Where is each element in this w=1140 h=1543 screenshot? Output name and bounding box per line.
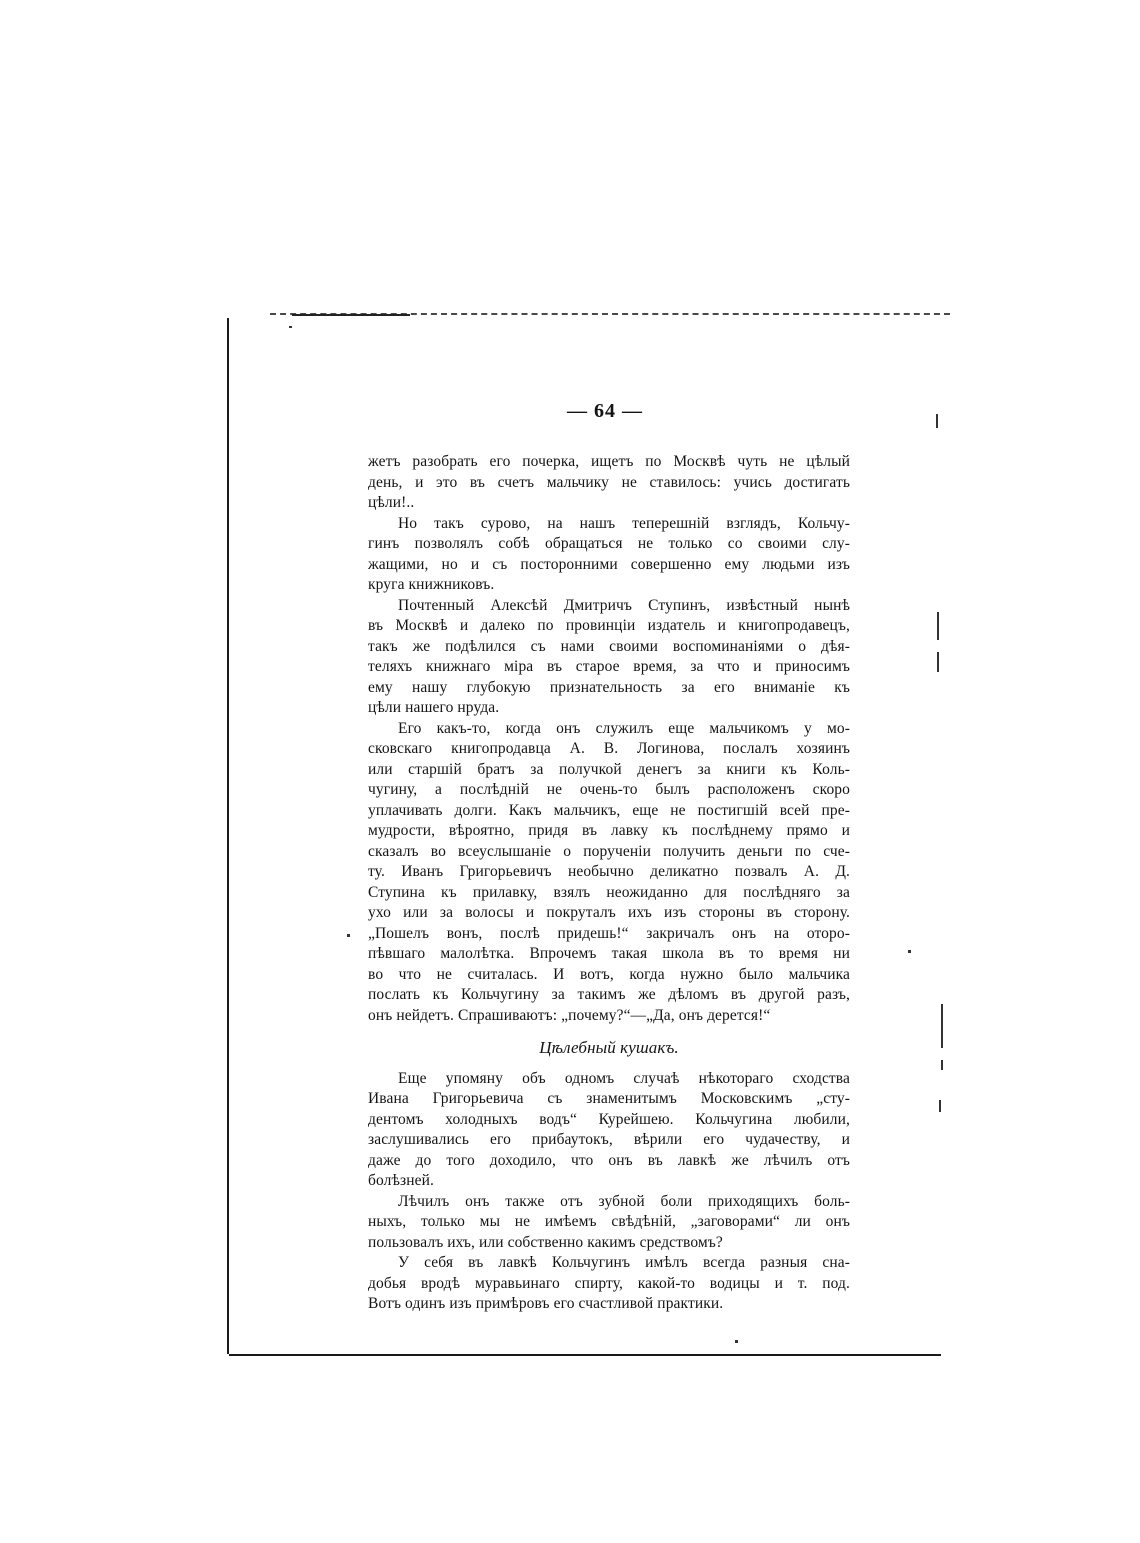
text-line: круга книжниковъ. — [368, 576, 495, 593]
paragraph — [368, 452, 850, 514]
section-heading: Цѣлебный кушакъ. — [539, 1038, 679, 1057]
text-line: уплачивать долги. Какъ мальчикъ, еще не постигшій всей пре- — [368, 801, 850, 819]
text-line: жетъ разобрать его почерка, ищетъ по Москвѣ чуть не цѣлый — [368, 453, 850, 470]
text-line: добья вродѣ муравьинаго спирту, какой-то водицы и т. под. — [368, 1274, 850, 1292]
paragraph — [368, 514, 850, 596]
scan-speck — [941, 1060, 943, 1070]
text-line: мудрости, вѣроятно, придя въ лавку къ послѣднему прямо и — [368, 822, 850, 839]
text-line: „Пошелъ вонъ, послѣ придешь!“ закричалъ онъ на оторо- — [368, 924, 850, 942]
text-line: дентомъ холодныхъ водъ“ Курейшею. Кольчугина любили, — [368, 1110, 850, 1128]
text-line: пользовалъ ихъ, или собственно какимъ средствомъ? — [368, 1233, 723, 1251]
scan-speck — [937, 612, 939, 640]
scan-speck — [939, 1100, 941, 1112]
text-line: заслушивались его прибаутокъ, вѣрили его чудачеству, и — [368, 1131, 850, 1148]
text-line: Вотъ одинъ изъ примѣровъ его счастливой практики. — [368, 1295, 724, 1312]
text-line: Лѣчилъ онъ также отъ зубной боли приходящихъ боль- — [398, 1192, 850, 1210]
text-line: жащими, но и съ посторонними совершенно ему людьми изъ — [368, 555, 850, 573]
text-line: сказалъ во всеуслышаніе о порученіи получить деньги по сче- — [368, 842, 850, 860]
paragraph — [368, 596, 850, 719]
scan-speck — [289, 326, 292, 328]
paragraph — [368, 719, 850, 1027]
body-text — [368, 452, 850, 1315]
scan-speck — [937, 652, 939, 672]
left-edge-line — [227, 318, 229, 1354]
scan-speck — [908, 950, 911, 953]
text-line: Но такъ сурово, на нашъ теперешній взглядъ, Кольчу- — [398, 514, 850, 532]
text-line: У себя въ лавкѣ Кольчугинъ имѣлъ всегда разныя сна- — [398, 1254, 850, 1271]
text-line: чугину, а послѣдній не очень-то былъ расположенъ скоро — [368, 781, 850, 798]
scan-speck — [941, 1004, 943, 1048]
text-line: или старшій братъ за получкой денегъ за книги къ Коль- — [368, 760, 850, 778]
text-line: ухо или за волосы и покруталъ ихъ изъ стороны въ сторону. — [368, 904, 850, 921]
text-line: сковскаго книгопродавца А. В. Логинова, послалъ хозяинъ — [368, 740, 850, 757]
text-line: ныхъ, только мы не имѣемъ свѣдѣній, „заговорами“ ли онъ — [368, 1213, 850, 1230]
paragraph — [368, 1192, 850, 1254]
bottom-edge-line — [229, 1354, 941, 1356]
text-line: цѣли нашего нруда. — [368, 699, 500, 716]
text-line: такъ же подѣлился съ нами своими воспоминаніями о дѣя- — [368, 637, 850, 655]
text-line: Еще упомяну объ одномъ случаѣ нѣкотораго сходства — [398, 1069, 850, 1087]
text-line: послать къ Кольчугину за такимъ же дѣломъ въ другой разъ, — [368, 986, 850, 1003]
text-line: день, и это въ счетъ мальчику не ставилось: учись достигать — [368, 473, 850, 491]
text-line: болѣзней. — [368, 1172, 434, 1189]
top-edge-solid-segment — [292, 314, 410, 316]
text-line: Ивана Григорьевича съ знаменитымъ Московскимъ „сту- — [368, 1090, 850, 1107]
text-line: пѣвшаго малолѣтка. Впрочемъ такая школа въ то время ни — [368, 945, 850, 962]
text-line: онъ нейдетъ. Спрашиваютъ: „почему?“—„Да, онъ дерется!“ — [368, 1006, 771, 1024]
paragraph — [368, 1253, 850, 1315]
page-number: — 64 — — [567, 400, 643, 422]
text-line: во что не считалась. И вотъ, когда нужно было мальчика — [368, 965, 850, 983]
text-line: цѣли!.. — [368, 494, 415, 511]
scan-speck — [347, 934, 350, 937]
text-line: гинъ позволялъ собѣ обращаться не только со своими слу- — [368, 535, 850, 552]
text-line: Ступина къ прилавку, взялъ неожиданно для послѣдняго за — [368, 883, 850, 901]
text-line: Почтенный Алексѣй Дмитричъ Ступинъ, извѣстный нынѣ — [398, 596, 850, 614]
text-line: ту. Иванъ Григорьевичъ необычно деликатно позвалъ А. Д. — [368, 863, 850, 880]
text-line: въ Москвѣ и далеко по провинціи издатель и книгопродавецъ, — [368, 617, 850, 634]
text-line: теляхъ книжнаго міра въ старое время, за что и приносимъ — [368, 658, 850, 675]
text-line: Его какъ-то, когда онъ служилъ еще мальчикомъ у мо- — [398, 719, 850, 737]
text-line: даже до того доходило, что онъ въ лавкѣ же лѣчилъ отъ — [368, 1151, 850, 1169]
scan-speck — [936, 414, 938, 428]
text-line: ему нашу глубокую признательность за его вниманіе къ — [368, 678, 850, 696]
paragraph — [368, 1069, 850, 1192]
scan-speck — [735, 1340, 738, 1343]
